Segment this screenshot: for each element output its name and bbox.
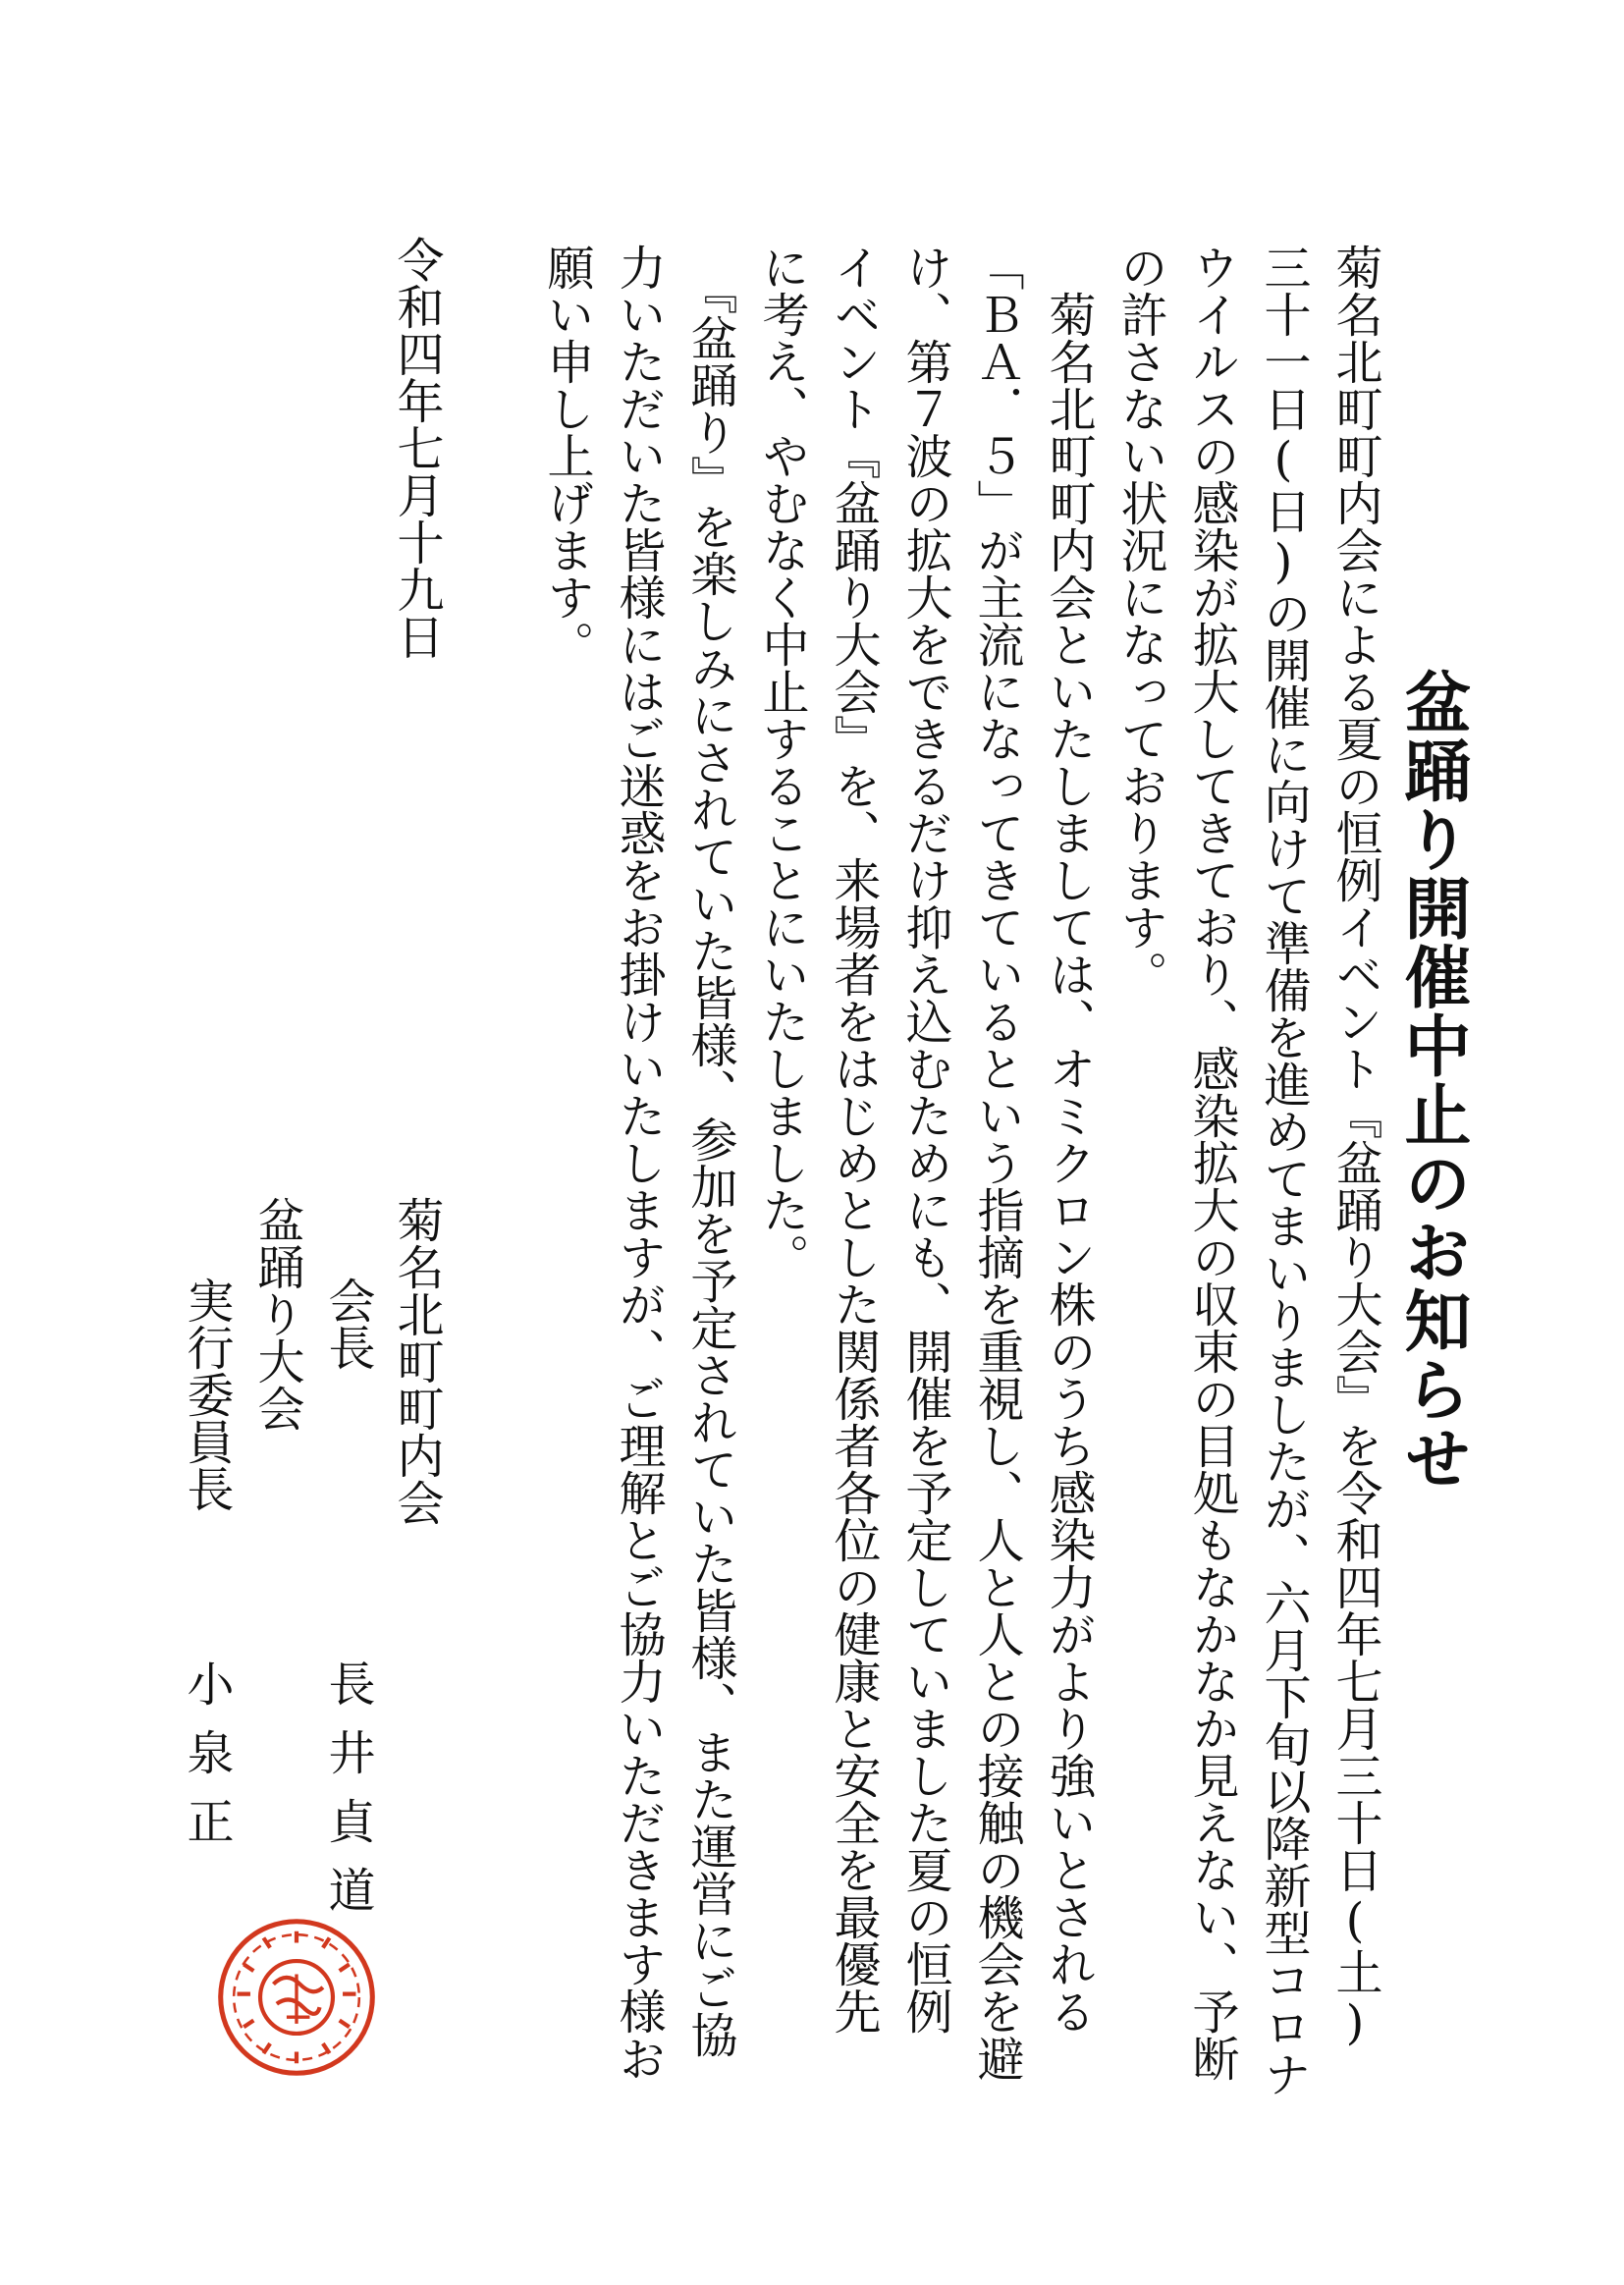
body-line: 願い申し上げます。 [539,244,594,668]
body-line: 『盆踊り』を楽しみにされていた皆様、参加を予定されていた皆様、また運営にご協 [682,244,737,2058]
signature-name-1: 長井貞道 [320,1659,375,1934]
signature-org-1: 菊名北町町内会 [389,1196,444,1526]
signature-org-2: 盆踊り大会 [249,1196,304,1432]
body-line: 「ＢＡ．５」が主流になってきているという指摘を重視し、人と人との接触の機会を避 [969,244,1024,2082]
body-line: イベント『盆踊り大会』を、来場者をはじめとした関係者各位の健康と安全を最優先 [826,244,881,2035]
body-line: ウイルスの感染が拡大してきており、感染拡大の収束の目処もなかなか見えない、予断 [1184,244,1239,2082]
notice-body [530,244,1390,2207]
document-title: 盆踊り開催中止のお知らせ [1393,668,1471,1493]
signature-role-1: 会長 [320,1277,375,1371]
body-line: に考え、やむなく中止することにいたしました。 [754,244,809,1280]
body-line: 菊名北町町内会といたしましては、オミクロン株のうち感染力がより強いとされる [1041,244,1096,2035]
issue-date: 令和四年七月十九日 [389,236,444,660]
seal-stamp-icon [214,1915,379,2080]
body-line: の許さない状況になっております。 [1112,244,1167,998]
body-line: 三十一日(日)の開催に向けて準備を進めてまいりましたが、六月下旬以降新型コロナ [1256,244,1311,2097]
signature-role-2: 実行委員長 [179,1277,234,1512]
body-line: 菊名北町町内会による夏の恒例イベント『盆踊り大会』を令和四年七月三十日(土) [1327,244,1382,2050]
body-line: 力いただいた皆様にはご迷惑をお掛けいたしますが、ご理解とご協力いただきます様お [611,244,666,2082]
signature-name-2: 小泉正 [179,1659,234,1866]
body-line: け、第７波の拡大をできるだけ抑え込むためにも、開催を予定していました夏の恒例 [897,244,952,2035]
